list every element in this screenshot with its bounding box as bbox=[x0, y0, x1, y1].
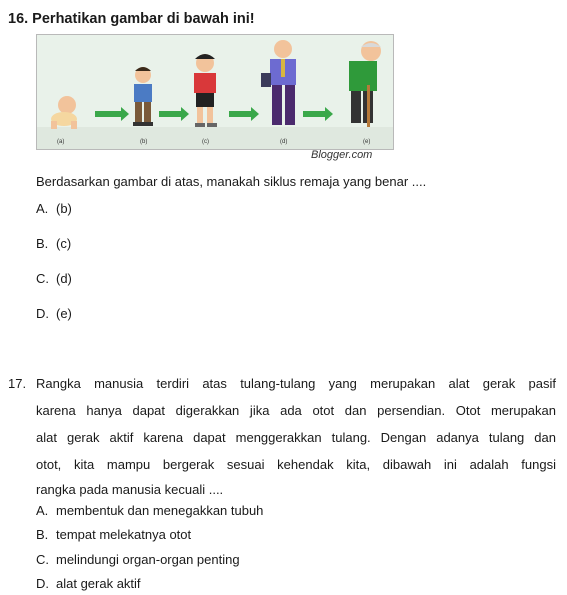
option-label: C. bbox=[36, 271, 49, 286]
option-label: D. bbox=[36, 306, 49, 321]
option-text: (c) bbox=[56, 236, 72, 251]
question-17-line: karena hanya dapat digerakkan jika ada otot dan persendian. Otot merupakan bbox=[36, 403, 556, 418]
option-label: A. bbox=[36, 503, 49, 518]
q16-option-d[interactable] bbox=[36, 306, 72, 321]
q17-option-c[interactable] bbox=[36, 552, 240, 567]
option-text: tempat melekatnya otot bbox=[56, 527, 192, 542]
q17-option-d[interactable] bbox=[36, 576, 141, 591]
question-17-line: alat gerak aktif karena dapat menggerakkan tulang. Dengan adanya tulang dan bbox=[36, 430, 556, 445]
question-17-line: rangka pada manusia kecuali .... bbox=[36, 482, 224, 497]
life-cycle-illustration bbox=[37, 35, 393, 149]
option-text: (e) bbox=[56, 306, 72, 321]
q16-option-a[interactable] bbox=[36, 201, 72, 216]
option-text: (b) bbox=[56, 201, 72, 216]
question-17-line: Rangka manusia terdiri atas tulang-tulang yang merupakan alat gerak pasif bbox=[36, 376, 556, 391]
figure-label-d: (d) bbox=[280, 139, 288, 145]
option-text: membentuk dan menegakkan tubuh bbox=[56, 503, 264, 518]
option-text: melindungi organ-organ penting bbox=[56, 552, 240, 567]
figure-label-b: (b) bbox=[140, 139, 148, 145]
life-cycle-figure bbox=[36, 34, 394, 150]
q16-option-b[interactable] bbox=[36, 236, 71, 251]
option-text: alat gerak aktif bbox=[56, 576, 141, 591]
option-label: D. bbox=[36, 576, 49, 591]
q16-option-c[interactable] bbox=[36, 271, 72, 286]
option-label: A. bbox=[36, 201, 49, 216]
q17-option-b[interactable] bbox=[36, 527, 191, 542]
option-label: B. bbox=[36, 236, 49, 251]
question-16-title: 16. Perhatikan gambar di bawah ini! bbox=[8, 11, 255, 27]
figure-label-e: (e) bbox=[363, 139, 371, 145]
option-label: B. bbox=[36, 527, 49, 542]
figure-label-a: (a) bbox=[57, 139, 65, 145]
option-text: (d) bbox=[56, 271, 72, 286]
question-17-number: 17. bbox=[8, 376, 27, 391]
image-credit: Blogger.com bbox=[311, 149, 373, 161]
question-16-text: Berdasarkan gambar di atas, manakah siklus remaja yang benar .... bbox=[36, 174, 427, 189]
q17-option-a[interactable] bbox=[36, 503, 263, 518]
question-17-line: otot, kita mampu bergerak sesuai kehendak kita, dibawah ini adalah fungsi bbox=[36, 457, 556, 472]
figure-label-c: (c) bbox=[202, 139, 209, 145]
option-label: C. bbox=[36, 552, 49, 567]
